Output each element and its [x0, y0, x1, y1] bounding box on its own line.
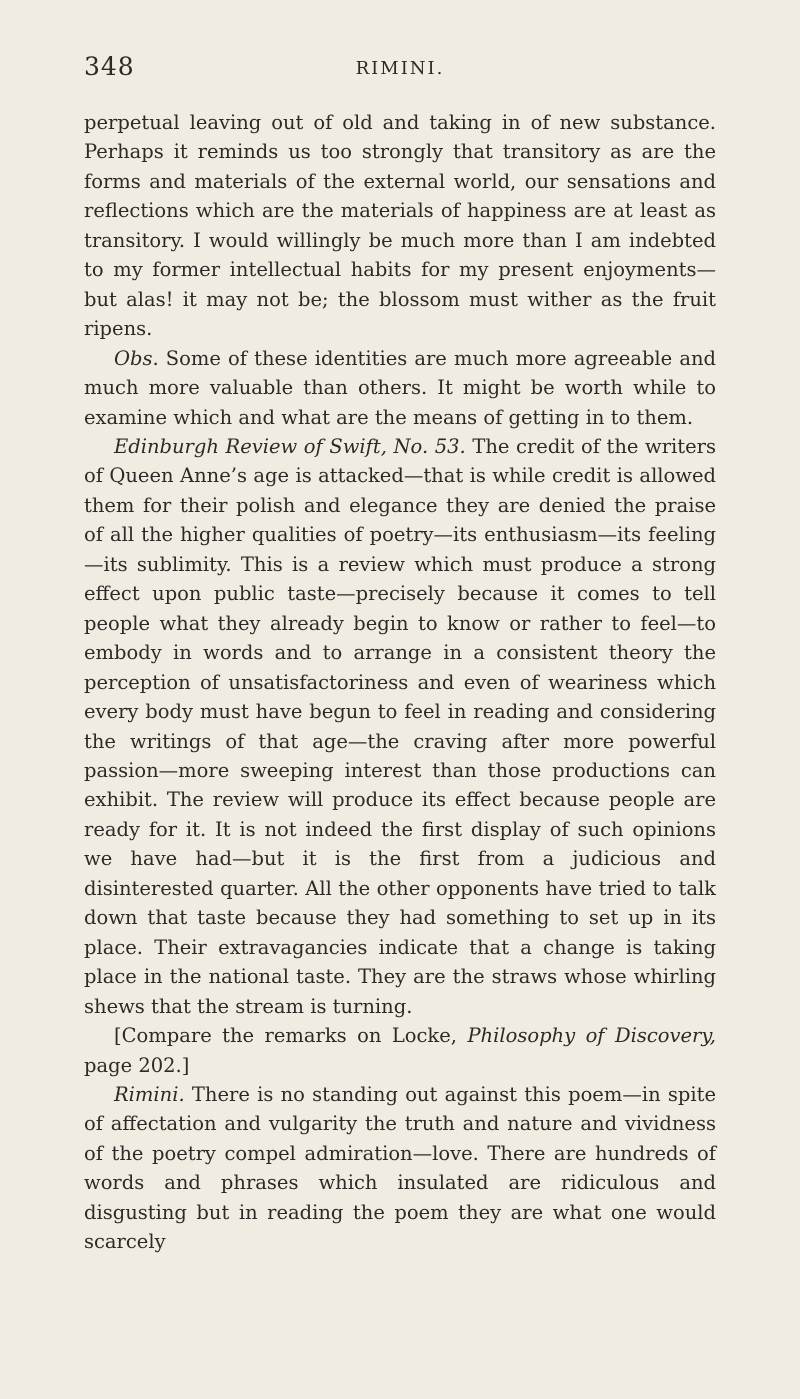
- paragraph-lead: Edinburgh Review of Swift, No. 53.: [114, 434, 466, 458]
- paragraph-rimini: [84, 1080, 716, 1257]
- paragraph-continuation: [84, 108, 716, 344]
- paragraph-lead: Rimini.: [114, 1082, 185, 1106]
- paragraph-compare-note: [84, 1021, 716, 1080]
- paragraph-obs: [84, 344, 716, 432]
- running-head: RIMINI.: [355, 58, 445, 79]
- note-text-after: page 202.]: [84, 1053, 190, 1077]
- page-number: 348: [84, 52, 135, 81]
- note-text-before: [Compare the remarks on Locke,: [114, 1024, 468, 1048]
- page-body: [84, 108, 716, 1257]
- note-title: Philosophy of Discovery,: [467, 1024, 717, 1048]
- paragraph-text: perpetual leaving out of old and taking in of new substance. Perhaps it reminds us too strongly that transitory as are the forms and materials of the external world, our sensations and reflections which are the materials of happiness are at least as transitory. I would willingly be much more than I am indebted to my former intellectual habits for my present enjoyments—but alas! it may not be; the blossom must wither as the fruit ripens.: [84, 111, 716, 341]
- paragraph-edinburgh-review: [84, 432, 716, 1021]
- paragraph-text: Some of these identities are much more agreeable and much more valuable than others. It might be worth while to examine which and what are the means of getting in to them.: [84, 346, 716, 429]
- paragraph-text: There is no standing out against this poem—in spite of affectation and vulgarity the truth and nature and vividness of the poetry compel admiration—love. There are hundreds of words and phrases which insulated are ridiculous and disgusting but in reading the poem they are what one would scarcely: [84, 1082, 716, 1254]
- paragraph-text: The credit of the writers of Queen Anne’s age is attacked—that is while credit is allowed them for their polish and elegance they are denied the praise of all the higher qualities of poetry—its enthusiasm—its feeling—its sublimity. This is a review which must produce a strong effect upon public taste—precisely because it comes to tell people what they already begin to know or rather to feel—to embody in words and to arrange in a consistent theory the perception of unsatisfactoriness and even of weariness which every body must have begun to feel in reading and considering the writings of that age—the craving after more powerful passion—more sweeping interest than those productions can exhibit. The review will produce its effect because people are ready for it. It is not indeed the first display of such opinions we have had—but it is the first from a judicious and disinterested quarter. All the other opponents have tried to talk down that taste because they had something to set up in its place. Their extravagancies indicate that a change is taking place in the national taste. They are the straws whose whirling shews that the stream is turning.: [84, 434, 716, 1018]
- paragraph-lead: Obs.: [114, 346, 159, 370]
